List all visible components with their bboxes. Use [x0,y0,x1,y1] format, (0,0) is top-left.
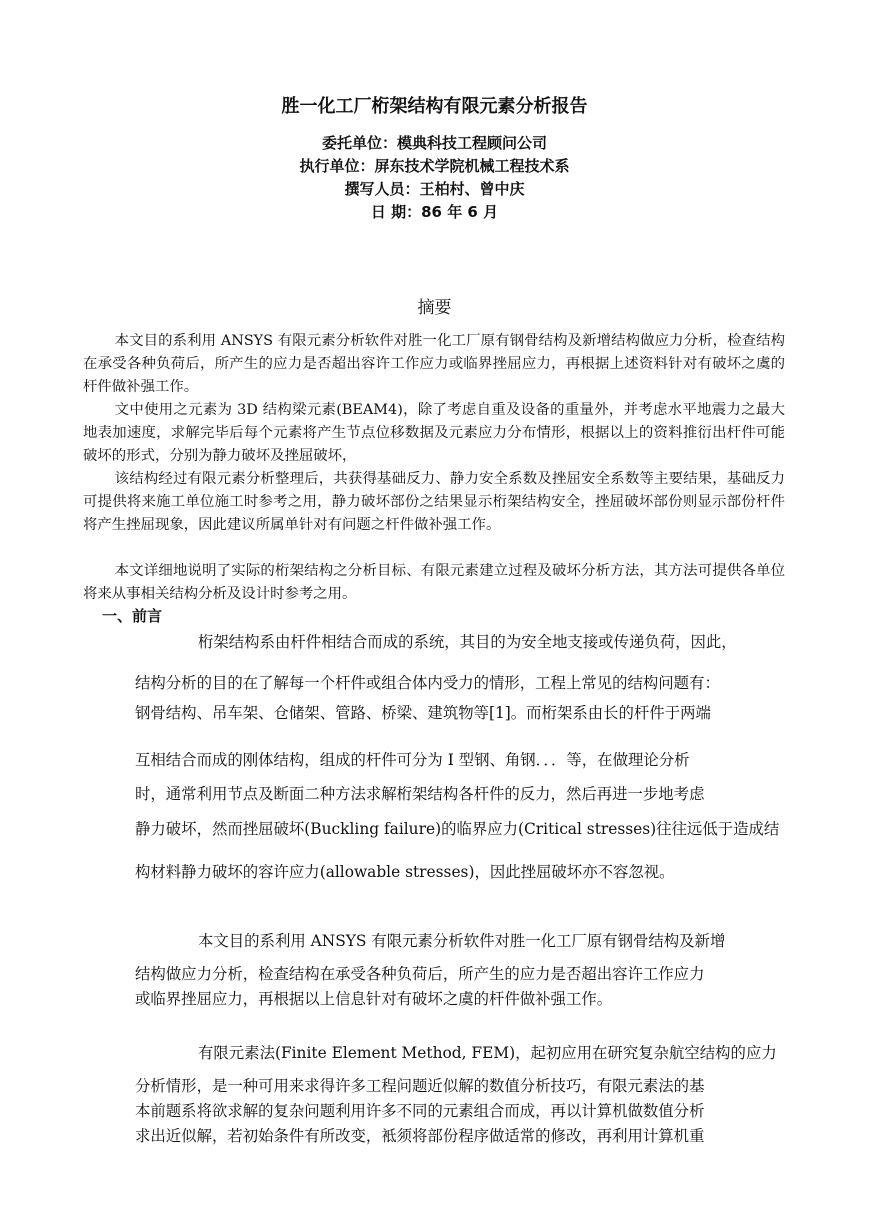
authors-line: 撰写人员：王柏村、曾中庆 [344,180,525,198]
body-line: 结构分析的目的在了解每一个杆件或组合体内受力的情形，工程上常见的结构问题有： [135,674,720,692]
body-line: 互相结合而成的刚体结构，组成的杆件可分为 I 型钢、角钢．．．等，在做理论分析 [135,751,690,769]
body-line: 构材料静力破坏的容许应力(allowable stresses)，因此挫屈破坏亦不容忽视。 [135,863,675,881]
section-heading: 一、前言 [102,607,163,625]
abstract-paragraph: 该结构经过有限元素分析整理后，共获得基础反力、静力安全系数及挫屈安全系数等主要结果，基础反力可提供将来施工单位施工时参考之用，静力破坏部份之结果显示桁架结构安全，挫屈破坏部份则显示部份杆件将产生挫屈现象，因此建议所属单针对有问题之杆件做补强工作。 [83,471,785,533]
body-line: 分析情形，是一种可用来求得许多工程问题近似解的数值分析技巧，有限元素法的基 [135,1077,705,1095]
abstract-heading: 摘要 [417,298,452,318]
abstract-paragraph: 文中使用之元素为 3D 结构梁元素(BEAM4)，除了考虑自重及设备的重量外，并考虑水平地震力之最大地表加速度，求解完毕后每个元素将产生节点位移数据及元素应力分布情形，根据以上的资料推衍出杆件可能破坏的形式，分别为静力破坏及挫屈破坏， [83,402,785,464]
body-line: 有限元素法(Finite Element Method, FEM)，起初应用在研究复杂航空结构的应力 [198,1044,777,1062]
body-line: 桁架结构系由杆件相结合而成的系统，其目的为安全地支接或传递负荷，因此， [198,633,737,651]
body-line: 时，通常利用节点及断面二种方法求解桁架结构各杆件的反力，然后再进一步地考虑 [135,785,705,803]
body-line: 结构做应力分析，检查结构在承受各种负荷后，所产生的应力是否超出容许工作应力 [135,965,705,983]
body-line: 钢骨结构、吊车架、仓储架、管路、桥梁、建筑物等[1]。而桁架系由长的杆件于两端 [135,704,711,722]
report-title: 胜一化工厂桁架结构有限元素分析报告 [281,96,588,117]
date-line: 日 期：86 年 6 月 [370,203,499,221]
client-line: 委托单位：模典科技工程顾问公司 [321,134,547,152]
abstract-paragraph: 本文目的系利用 ANSYS 有限元素分析软件对胜一化工厂原有钢骨结构及新增结构做应力分析，检查结构在承受各种负荷后，所产生的应力是否超出容许工作应力或临界挫屈应力，再根据上述资料针对有破坏之虞的杆件做补强工作。 [83,333,785,395]
body-line: 本文目的系利用 ANSYS 有限元素分析软件对胜一化工厂原有钢骨结构及新增 [198,932,726,950]
body-line: 或临界挫屈应力，再根据以上信息针对有破坏之虞的杆件做补强工作。 [135,990,613,1008]
executor-line: 执行单位：屏东技术学院机械工程技术系 [299,157,570,175]
body-line: 求出近似解，若初始条件有所改变，袛须将部份程序做适常的修改，再利用计算机重 [135,1127,705,1145]
body-line: 本前题系将欲求解的复杂问题利用许多不同的元素组合而成，再以计算机做数值分析 [135,1102,705,1120]
abstract-paragraph: 本文详细地说明了实际的桁架结构之分析目标、有限元素建立过程及破坏分析方法，其方法可提供各单位将来从事相关结构分析及设计时参考之用。 [83,563,785,602]
body-line: 静力破坏，然而挫屈破坏(Buckling failure)的临界应力(Critical stresses)往往远低于造成结 [135,820,780,838]
